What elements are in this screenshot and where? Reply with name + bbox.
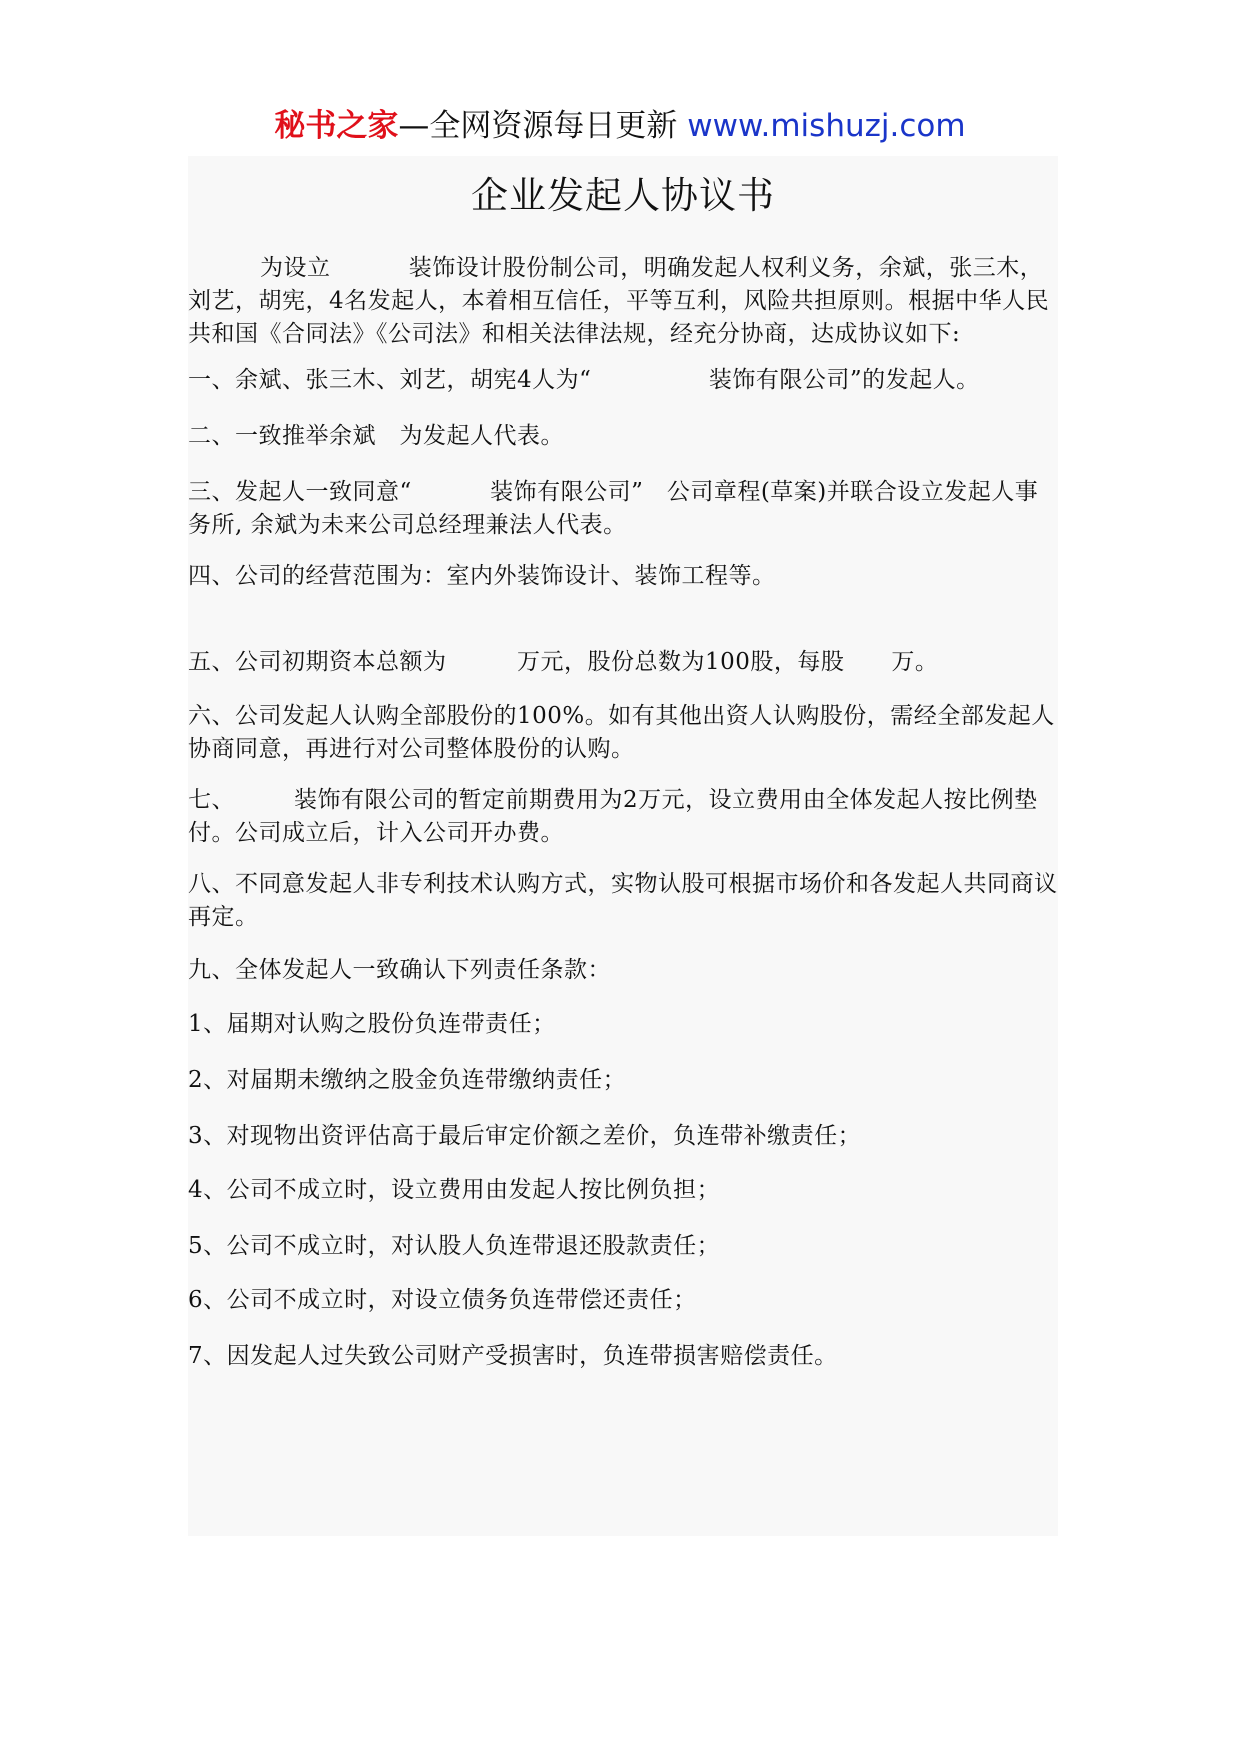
paragraph-clause-4: 四、公司的经营范围为：室内外装饰设计、装饰工程等。 <box>188 563 776 589</box>
document-title: 企业发起人协议书 <box>471 174 775 217</box>
list-item-responsibility-5: 5、公司不成立时，对认股人负连带退还股款责任； <box>188 1233 721 1259</box>
list-item-responsibility-2: 2、对届期未缴纳之股金负连带缴纳责任； <box>188 1067 627 1093</box>
paragraph-clause-7: 七、 装饰有限公司的暂定前期费用为2万元，设立费用由全体发起人按比例垫付。公司成立后，计入公司开办费。 <box>188 787 1038 846</box>
list-item-responsibility-7: 7、因发起人过失致公司财产受损害时，负连带损害赔偿责任。 <box>188 1343 838 1369</box>
paragraph-clause-6: 六、公司发起人认购全部股份的100%。如有其他出资人认购股份，需经全部发起人协商同意，再进行对公司整体股份的认购。 <box>188 703 1055 762</box>
document-page <box>188 156 1058 1536</box>
paragraph-clause-8: 八、不同意发起人非专利技术认购方式，实物认股可根据市场价和各发起人共同商议再定。 <box>188 871 1058 930</box>
brand-name: 秘书之家 <box>274 108 399 144</box>
paragraph-clause-5: 五、公司初期资本总额为 万元，股份总数为100股，每股 万。 <box>188 649 939 675</box>
list-item-responsibility-4: 4、公司不成立时，设立费用由发起人按比例负担； <box>188 1177 721 1203</box>
site-url-link[interactable]: www.mishuzj.com <box>687 108 966 144</box>
paragraph-clause-1: 一、余斌、张三木、刘艺，胡宪4人为“ 装饰有限公司”的发起人。 <box>188 367 980 393</box>
paragraph-clause-3: 三、发起人一致同意“ 装饰有限公司” 公司章程(草案)并联合设立发起人事务所, 余斌为未来公司总经理兼法人代表。 <box>188 479 1039 538</box>
header-slogan: —全网资源每日更新 <box>398 108 678 144</box>
list-item-responsibility-3: 3、对现物出资评估高于最后审定价额之差价，负连带补缴责任； <box>188 1123 862 1149</box>
paragraph-intro: 为设立 装饰设计股份制公司，明确发起人权利义务，余斌，张三木，刘艺，胡宪，4名发起人，本着相互信任，平等互利，风险共担原则。根据中华人民共和国《合同法》《公司法》和相关法律法规，经充分协商，达成协议如下: <box>188 255 1050 347</box>
list-item-responsibility-1: 1、届期对认购之股份负连带责任； <box>188 1011 556 1037</box>
site-header <box>0 104 1240 148</box>
paragraph-clause-9: 九、全体发起人一致确认下列责任条款： <box>188 957 611 983</box>
paragraph-clause-2: 二、一致推举余斌 为发起人代表。 <box>188 423 564 449</box>
list-item-responsibility-6: 6、公司不成立时，对设立债务负连带偿还责任； <box>188 1287 697 1313</box>
